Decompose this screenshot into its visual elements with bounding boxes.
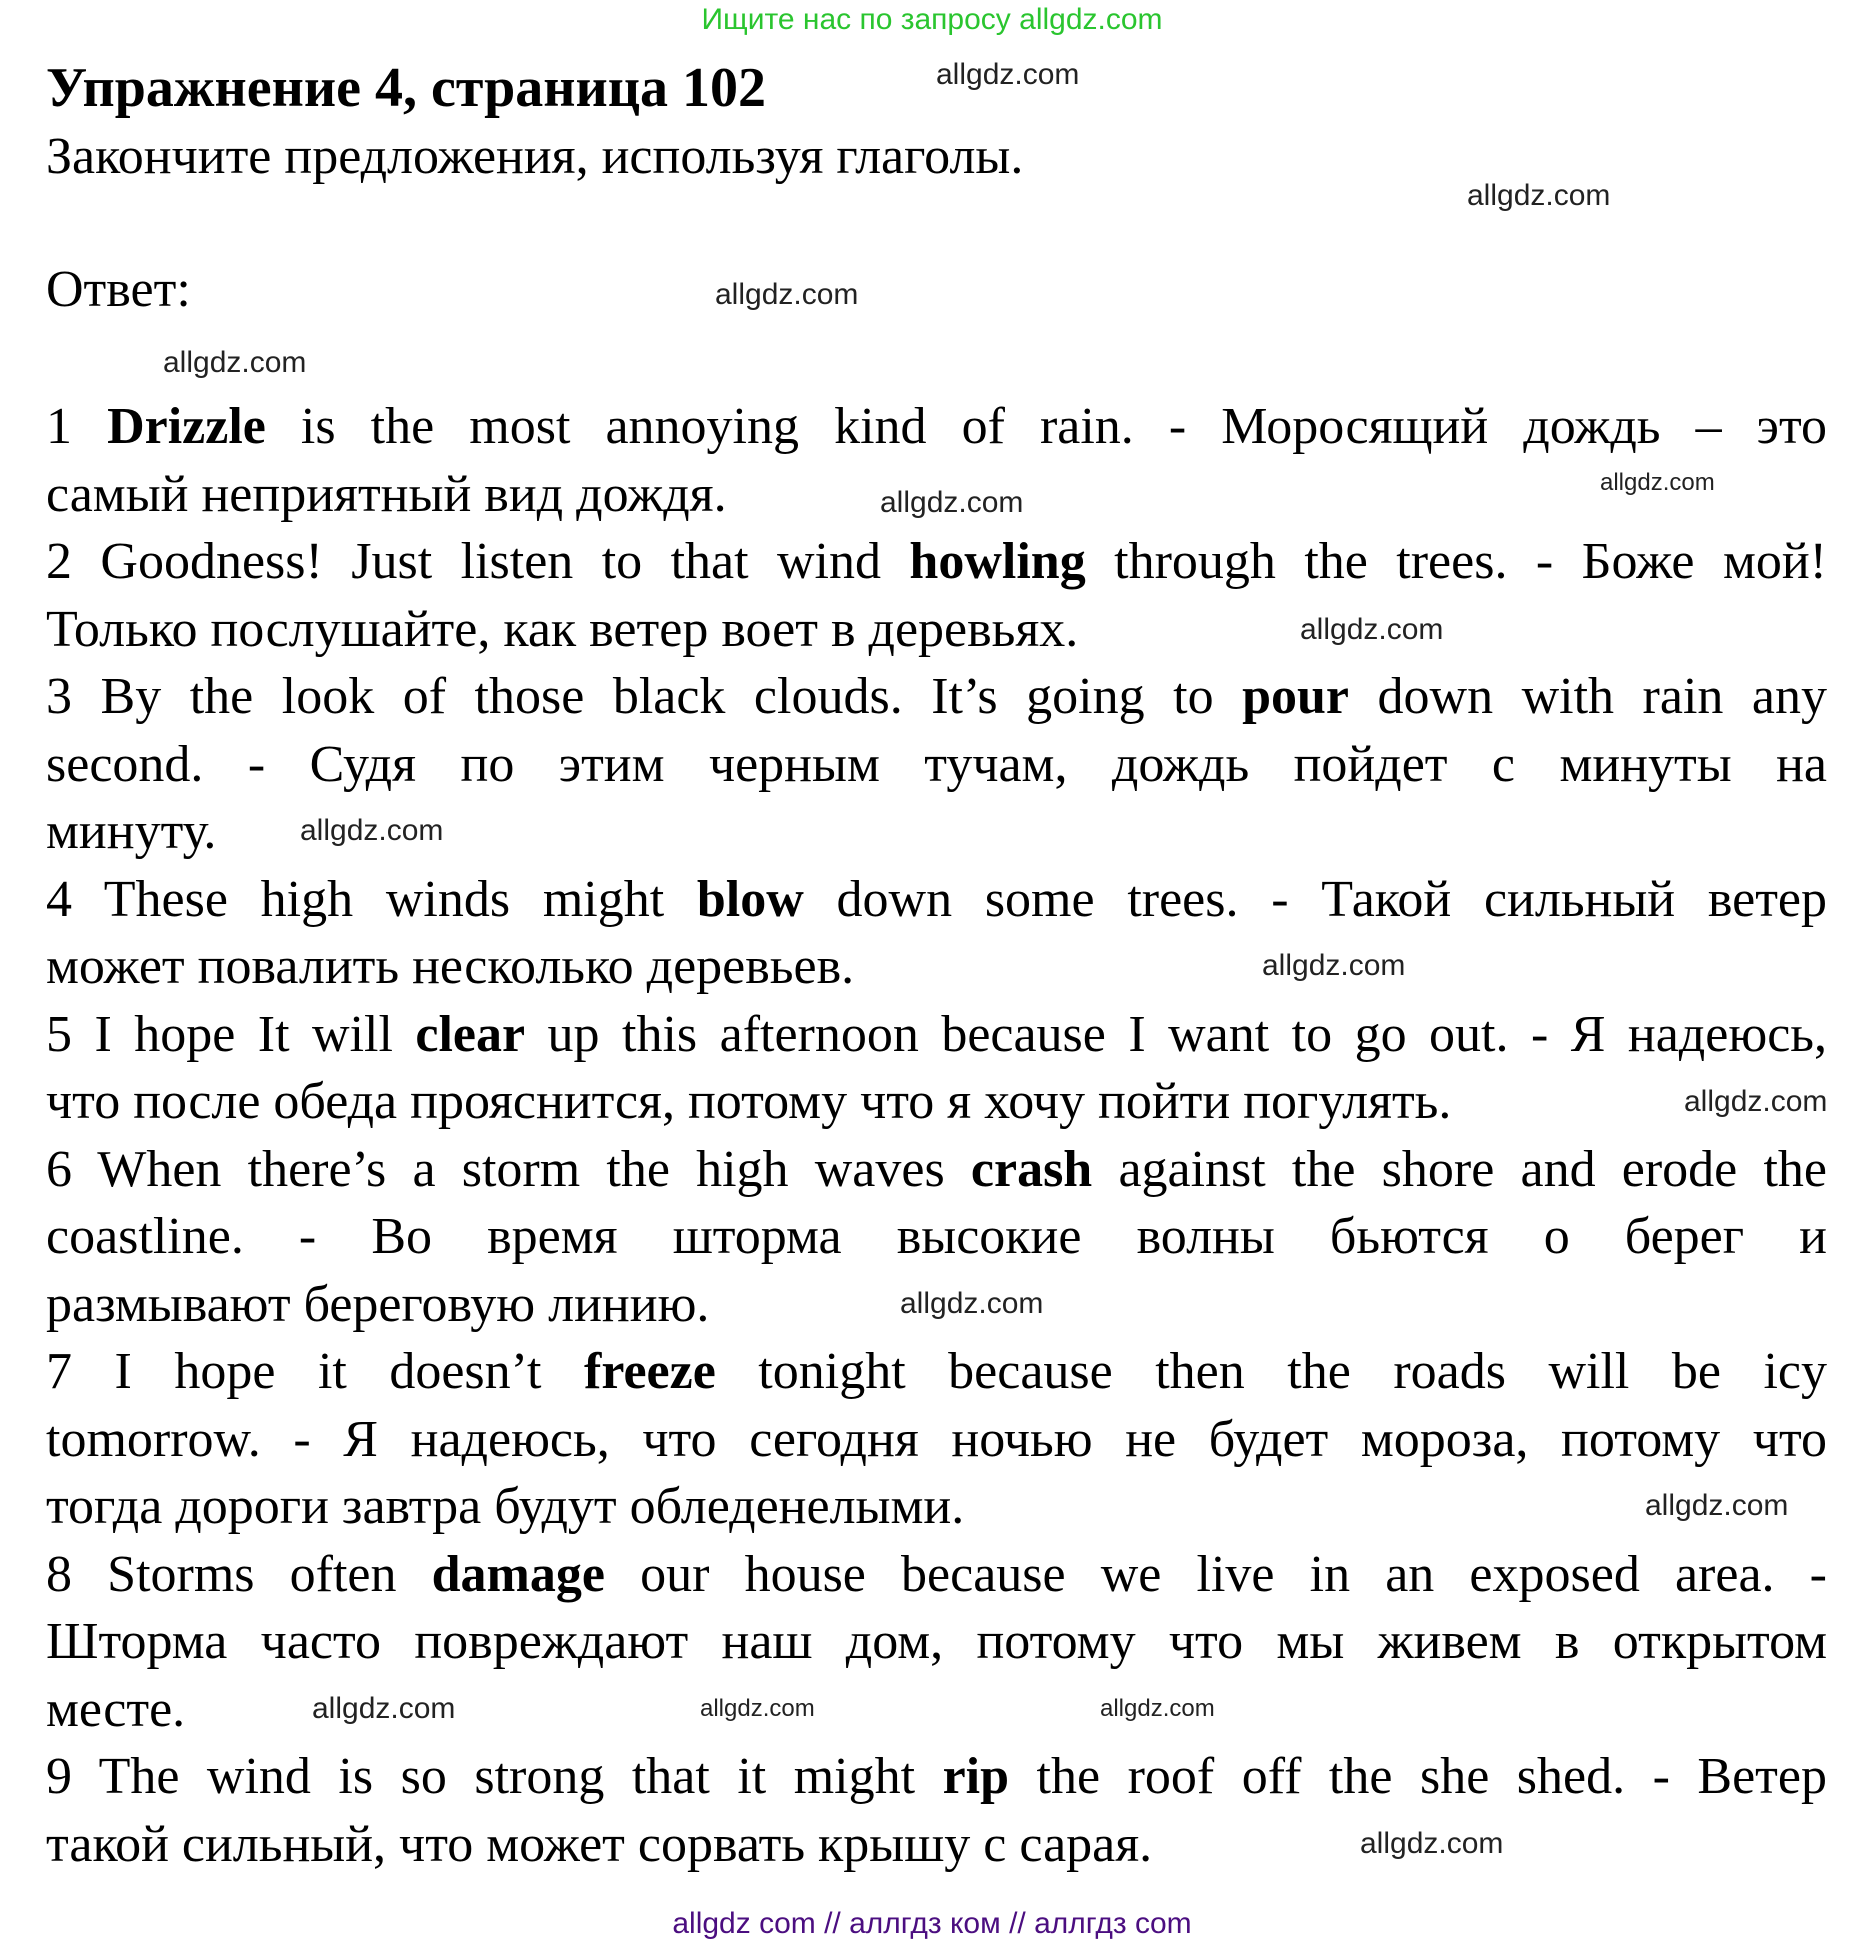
text-line <box>46 1608 1827 1676</box>
watermark: allgdz.com <box>1684 1085 1828 1118</box>
watermark: allgdz.com <box>1360 1827 1504 1860</box>
line-text: 2 Goodness! Just listen to that wind <box>46 533 910 590</box>
text-line <box>46 1001 1827 1069</box>
line-text: что после обеда прояснится, потому что я хочу пойти погулять. <box>46 1073 1452 1130</box>
watermark: allgdz.com <box>1262 949 1406 982</box>
answer-verb: Drizzle <box>107 398 266 455</box>
text-line <box>46 663 1827 731</box>
line-text: месте. <box>46 1680 186 1738</box>
text-line <box>46 866 1827 934</box>
watermark: allgdz.com <box>900 1287 1044 1320</box>
answer-verb: blow <box>696 870 804 928</box>
text-line <box>46 1203 1827 1271</box>
line-text: минуту. <box>46 803 217 860</box>
line-text: through the trees. - Боже мой! <box>1085 533 1827 590</box>
watermark: allgdz.com <box>880 486 1024 519</box>
exercise-title: Упражнение 4, страница 102 <box>46 57 767 119</box>
answer-label: Ответ: <box>46 261 191 318</box>
text-line <box>46 393 1827 461</box>
text-line <box>46 1541 1827 1609</box>
text-line <box>46 1473 1827 1541</box>
line-text: tomorrow. - Я надеюсь, что сегодня ночью не будет мороза, потому что <box>46 1410 1827 1468</box>
answer-verb: crash <box>970 1140 1093 1198</box>
line-text: is the most annoying kind of rain. - Моросящий дождь – это <box>265 398 1828 455</box>
line-text: down with rain any <box>1349 668 1827 725</box>
watermark: allgdz.com <box>1100 1695 1215 1722</box>
line-text: может повалить несколько деревьев. <box>46 938 855 995</box>
line-text: the roof off the she shed. - Ветер <box>1009 1748 1827 1805</box>
watermark: allgdz.com <box>300 814 444 847</box>
watermark: allgdz.com <box>936 58 1080 91</box>
watermark: allgdz.com <box>715 278 859 311</box>
text-line <box>46 933 1827 1001</box>
line-text: такой сильный, что может сорвать крышу с сарая. <box>46 1815 1153 1873</box>
line-text: our house because we live in an exposed area. - <box>604 1545 1827 1603</box>
line-text: 1 <box>46 398 108 455</box>
text-line <box>46 1136 1827 1204</box>
watermark: allgdz.com <box>312 1692 456 1725</box>
line-text: тогда дороги завтра будут обледенелыми. <box>46 1478 965 1535</box>
answer-verb: howling <box>909 533 1086 590</box>
text-line <box>46 1338 1827 1406</box>
text-line <box>46 1406 1827 1474</box>
text-line <box>46 1811 1827 1879</box>
answer-verb: freeze <box>584 1343 716 1400</box>
line-text: against the shore and erode the <box>1092 1140 1827 1198</box>
line-text: самый неприятный вид дождя. <box>46 465 727 523</box>
text-line <box>46 731 1827 799</box>
line-text: coastline. - Во время шторма высокие волны бьются о берег и <box>46 1208 1827 1265</box>
answer-text <box>46 393 1827 1878</box>
line-text: Шторма часто повреждают наш дом, потому что мы живем в открытом <box>46 1613 1827 1670</box>
answer-verb: clear <box>415 1005 526 1063</box>
answer-verb: pour <box>1242 668 1350 725</box>
exercise-instruction: Закончите предложения, используя глаголы. <box>46 128 1024 185</box>
watermark: allgdz.com <box>1467 179 1611 212</box>
footer-watermark: allgdz com // аллгдз ком // аллгдз com <box>672 1907 1192 1940</box>
line-text: 9 The wind is so strong that it might <box>46 1748 943 1805</box>
text-line <box>46 1743 1827 1811</box>
line-text: 8 Storms often <box>46 1545 432 1603</box>
line-text: 3 By the look of those black clouds. It’s going to <box>46 668 1243 725</box>
text-line <box>46 1068 1827 1136</box>
line-text: up this afternoon because I want to go out. - Я надеюсь, <box>525 1005 1827 1063</box>
line-text: 4 These high winds might <box>46 870 697 928</box>
line-text: down some trees. - Такой сильный ветер <box>803 870 1827 928</box>
text-line <box>46 596 1827 664</box>
line-text: 6 When there’s a storm the high waves <box>46 1140 971 1198</box>
answer-verb: rip <box>942 1748 1010 1805</box>
watermark: allgdz.com <box>1645 1489 1789 1522</box>
watermark: allgdz.com <box>163 346 307 379</box>
watermark: allgdz.com <box>700 1695 815 1722</box>
search-hint-banner: Ищите нас по запросу allgdz.com <box>701 3 1163 36</box>
line-text: 5 I hope It will <box>46 1005 416 1063</box>
line-text: tonight because then the roads will be icy <box>715 1343 1828 1400</box>
watermark: allgdz.com <box>1600 469 1715 496</box>
line-text: 7 I hope it doesn’t <box>46 1343 585 1400</box>
line-text: размывают береговую линию. <box>46 1275 710 1333</box>
answer-verb: damage <box>431 1545 605 1603</box>
line-text: Только послушайте, как ветер воет в деревьях. <box>46 600 1079 658</box>
watermark: allgdz.com <box>1300 613 1444 646</box>
line-text: second. - Судя по этим черным тучам, дождь пойдет с минуты на <box>46 735 1827 793</box>
text-line <box>46 528 1827 596</box>
